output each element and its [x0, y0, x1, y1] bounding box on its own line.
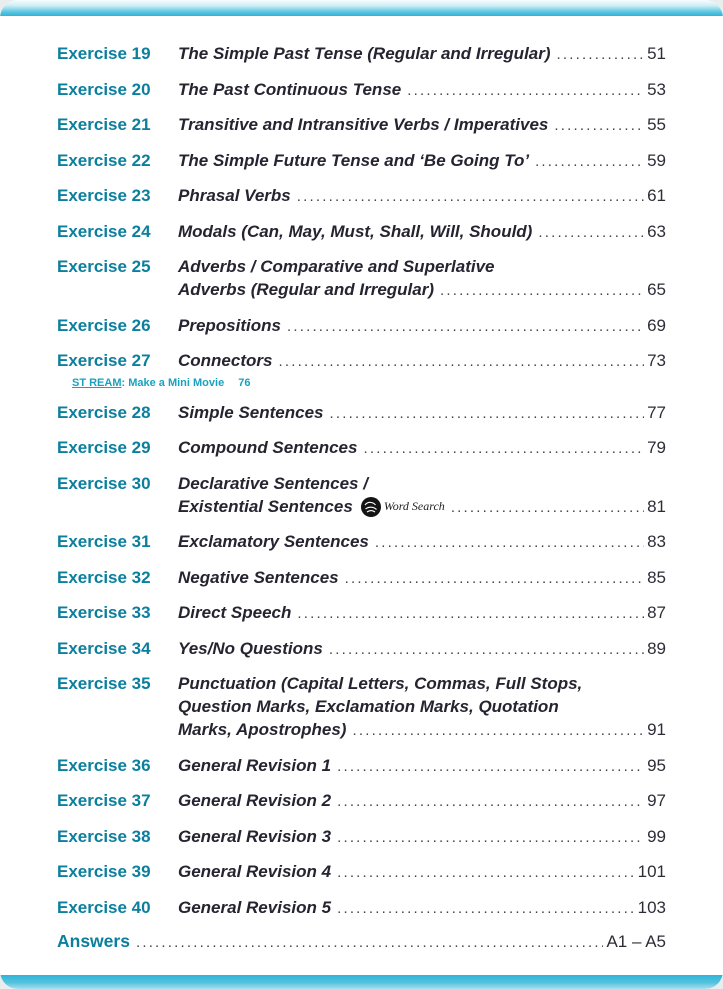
dot-leader — [337, 790, 644, 813]
page-number: 77 — [647, 402, 666, 422]
exercise-label: Exercise 31 — [57, 532, 151, 551]
stream-subnote-page: 76 — [238, 376, 251, 389]
toc-row — [57, 672, 666, 742]
title-text: Existential Sentences — [178, 496, 353, 516]
toc-row — [57, 436, 666, 460]
page-number: 63 — [647, 221, 666, 241]
dot-leader — [287, 315, 644, 338]
title-line — [178, 530, 666, 554]
title-block — [178, 672, 666, 742]
exercise-label: Exercise 21 — [57, 115, 151, 134]
dot-leader — [337, 826, 644, 849]
title-block — [178, 113, 666, 137]
bottom-accent-bar — [0, 975, 723, 989]
toc-row — [57, 113, 666, 137]
dot-leader — [407, 79, 644, 102]
stream-subnote-text: : Make a Mini Movie — [121, 376, 225, 389]
title-text: The Past Continuous Tense — [178, 79, 402, 99]
title-text: The Simple Past Tense (Regular and Irregular) — [178, 44, 551, 63]
title-text: Exclamatory Sentences — [178, 532, 369, 551]
toc-row — [57, 825, 666, 849]
title-block — [178, 754, 666, 778]
dot-leader — [330, 402, 645, 425]
toc-row — [57, 530, 666, 554]
exercise-label: Exercise 40 — [57, 897, 151, 917]
title-text: General Revision 5 — [178, 897, 332, 917]
title-line — [178, 436, 666, 460]
dot-leader — [329, 638, 644, 661]
title-text: Direct Speech — [178, 603, 292, 622]
toc-row — [57, 255, 666, 302]
title-block — [178, 349, 666, 373]
title-line — [178, 113, 666, 137]
exercise-label: Exercise 36 — [57, 755, 151, 775]
exercise-label: Exercise 25 — [57, 257, 151, 276]
title-text: Connectors — [178, 351, 273, 370]
title-line — [178, 184, 666, 208]
page-number: 89 — [647, 638, 666, 658]
dot-leader — [136, 934, 603, 951]
page-number: 61 — [647, 186, 666, 205]
exercise-label: Exercise 19 — [57, 44, 151, 63]
toc-row — [57, 601, 666, 625]
page-number: 53 — [647, 79, 666, 99]
toc-row — [57, 896, 666, 920]
title-line — [178, 601, 666, 625]
toc-row — [57, 566, 666, 590]
title-block — [178, 184, 666, 208]
title-text: Question Marks, Exclamation Marks, Quotation — [178, 697, 559, 716]
answers-label: Answers — [57, 931, 130, 951]
dot-leader — [345, 567, 644, 590]
page-number: 79 — [647, 438, 666, 457]
dot-leader — [337, 755, 644, 778]
page-number: 97 — [647, 791, 666, 810]
toc-row — [57, 472, 666, 519]
page-number: 101 — [637, 862, 666, 881]
dot-leader — [451, 496, 644, 519]
title-line — [178, 825, 666, 849]
title-block — [178, 637, 666, 661]
title-text: Phrasal Verbs — [178, 186, 291, 205]
dot-leader — [375, 531, 644, 554]
title-line — [178, 718, 666, 742]
exercise-label: Exercise 29 — [57, 438, 151, 457]
page-number: 85 — [647, 567, 666, 587]
top-accent-bar — [0, 0, 723, 16]
toc-row — [57, 637, 666, 661]
title-text: General Revision 1 — [178, 755, 332, 775]
dot-leader — [554, 114, 644, 137]
toc-row — [57, 184, 666, 208]
exercise-label: Exercise 22 — [57, 150, 151, 170]
page-number: 59 — [647, 150, 666, 170]
title-block — [178, 149, 666, 173]
exercise-label: Exercise 32 — [57, 567, 151, 587]
title-line — [178, 220, 666, 244]
dot-leader — [535, 150, 644, 173]
title-line — [178, 78, 666, 102]
word-search-badge — [361, 495, 445, 518]
exercise-label: Exercise 24 — [57, 221, 151, 241]
dot-leader — [278, 350, 644, 373]
dot-leader — [538, 221, 644, 244]
exercise-label: Exercise 26 — [57, 315, 151, 335]
dot-leader — [297, 185, 644, 208]
title-block — [178, 255, 666, 302]
exercise-label: Exercise 35 — [57, 674, 151, 693]
exercise-label: Exercise 39 — [57, 862, 151, 881]
page-number: 69 — [647, 315, 666, 335]
answers-row — [57, 931, 666, 952]
page-number: 87 — [647, 603, 666, 622]
title-block — [178, 825, 666, 849]
title-block — [178, 436, 666, 460]
dot-leader — [352, 719, 644, 742]
title-block — [178, 220, 666, 244]
dot-leader — [337, 861, 635, 884]
title-text: Adverbs (Regular and Irregular) — [178, 280, 435, 299]
title-text: Compound Sentences — [178, 438, 358, 457]
page-number: 51 — [647, 44, 666, 63]
title-text: Modals (Can, May, Must, Shall, Will, Should) — [178, 221, 533, 241]
title-line — [178, 401, 666, 425]
exercise-label: Exercise 38 — [57, 826, 151, 846]
exercise-label: Exercise 20 — [57, 79, 151, 99]
title-text: Transitive and Intransitive Verbs / Imperatives — [178, 115, 549, 134]
exercise-label: Exercise 27 — [57, 351, 151, 370]
title-block — [178, 860, 666, 884]
title-line — [178, 349, 666, 373]
title-block — [178, 530, 666, 554]
title-line — [178, 42, 666, 66]
title-block — [178, 896, 666, 920]
title-line — [178, 637, 666, 661]
title-line — [178, 255, 666, 278]
title-block — [178, 789, 666, 813]
title-line — [178, 472, 666, 495]
title-line — [178, 672, 666, 695]
title-text: Yes/No Questions — [178, 638, 323, 658]
title-block — [178, 601, 666, 625]
dot-leader — [440, 279, 644, 302]
title-block — [178, 314, 666, 338]
title-text: General Revision 3 — [178, 826, 332, 846]
exercise-label: Exercise 23 — [57, 186, 151, 205]
page-number: 99 — [647, 826, 666, 846]
title-line — [178, 695, 666, 718]
title-block — [178, 566, 666, 590]
title-text: General Revision 4 — [178, 862, 332, 881]
stream-subnote-prefix: ST REAM — [72, 376, 122, 389]
page-number: 65 — [647, 280, 666, 299]
toc-row — [57, 78, 666, 102]
title-text: Adverbs / Comparative and Superlative — [178, 257, 495, 276]
answers-page-number: A1 – A5 — [606, 932, 666, 951]
page-number: 103 — [637, 897, 666, 917]
page-number: 95 — [647, 755, 666, 775]
title-text: Negative Sentences — [178, 567, 339, 587]
exercise-label: Exercise 33 — [57, 603, 151, 622]
toc-row — [57, 401, 666, 425]
title-block — [178, 401, 666, 425]
title-block — [178, 42, 666, 66]
stream-subnote — [72, 376, 666, 391]
title-line — [178, 896, 666, 920]
toc-content — [57, 42, 666, 964]
title-line — [178, 754, 666, 778]
exercise-label: Exercise 30 — [57, 473, 151, 493]
exercise-label: Exercise 28 — [57, 402, 151, 422]
page-number: 55 — [647, 115, 666, 134]
toc-row — [57, 42, 666, 66]
title-text: General Revision 2 — [178, 791, 332, 810]
word-search-badge-icon — [361, 497, 381, 517]
title-line — [178, 278, 666, 302]
toc-row — [57, 349, 666, 373]
dot-leader — [337, 897, 635, 920]
title-block — [178, 472, 666, 519]
toc-row — [57, 314, 666, 338]
toc-row — [57, 149, 666, 173]
page-number: 83 — [647, 532, 666, 551]
title-line — [178, 314, 666, 338]
title-block — [178, 78, 666, 102]
title-line — [178, 789, 666, 813]
title-line — [178, 566, 666, 590]
title-text: Simple Sentences — [178, 402, 324, 422]
title-text: Punctuation (Capital Letters, Commas, Full Stops, — [178, 674, 583, 693]
dot-leader — [363, 437, 644, 460]
word-search-badge-label: Word Search — [383, 499, 445, 513]
title-text: Declarative Sentences / — [178, 473, 368, 493]
toc-row — [57, 220, 666, 244]
dot-leader — [557, 43, 645, 66]
toc-row — [57, 754, 666, 778]
toc-entries — [57, 42, 666, 920]
toc-row — [57, 860, 666, 884]
exercise-label: Exercise 37 — [57, 791, 151, 810]
page-number: 73 — [647, 351, 666, 370]
exercise-label: Exercise 34 — [57, 638, 151, 658]
page-number: 81 — [647, 496, 666, 516]
title-text: The Simple Future Tense and ‘Be Going To’ — [178, 150, 530, 170]
toc-row — [57, 789, 666, 813]
title-line — [178, 149, 666, 173]
title-text: Marks, Apostrophes) — [178, 720, 347, 739]
title-text: Prepositions — [178, 315, 281, 335]
title-line — [178, 860, 666, 884]
page-number: 91 — [647, 720, 666, 739]
dot-leader — [297, 602, 644, 625]
title-line — [178, 495, 666, 519]
